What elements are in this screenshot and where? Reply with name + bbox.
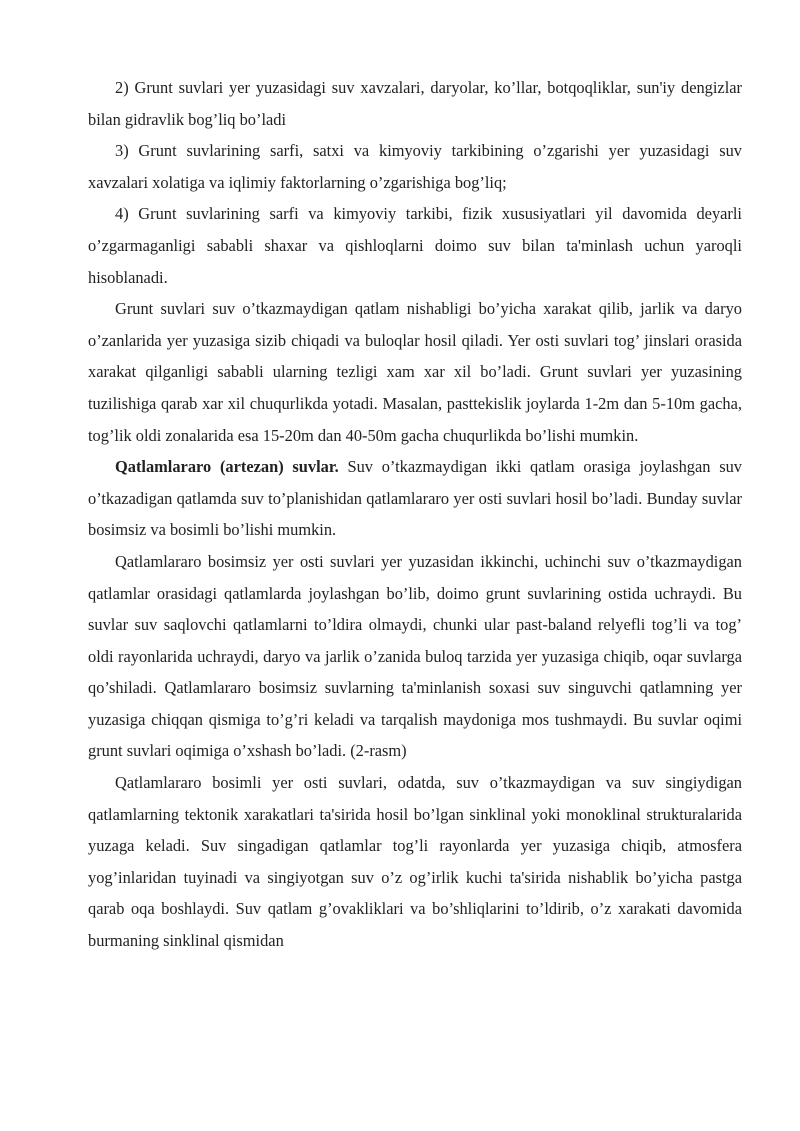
paragraph-text: Grunt suvlari suv o’tkazmaydigan qatlam nishabligi bo’yicha xarakat qilib, jarlik va daryo o’zanlarida yer yuzasiga sizib chiqadi va buloqlar hosil qiladi. Yer osti suvlari tog’ jinslari orasida xarakat qilganligi sababli ularning tezligi xam xar xil bo’ladi. Grunt suvlari yer yuzasining tuzilishiga qarab xar xil chuqurlikda yotadi. Masalan, pasttekislik joylarda 1-2m dan 5-10m gacha, tog’lik oldi zonalarida esa 15-20m dan 40-50m gacha chuqurlikda bo’lishi mumkin. (88, 299, 742, 445)
paragraph-text: 2) Grunt suvlari yer yuzasidagi suv xavzalari, daryolar, ko’llar, botqoqliklar, sun'iy dengizlar bilan gidravlik bog’liq bo’ladi (88, 78, 742, 129)
paragraph-text: Qatlamlararo bosimli yer osti suvlari, odatda, suv o’tkazmaydigan va suv singiydigan qatlamlarning tektonik xarakatlari ta'sirida hosil bo’lgan sinklinal yoki monoklinal strukturalarida yuzaga keladi. Suv singadigan qatlamlar tog’li rayonlarda yer yuzasiga chiqib, atmosfera yog’inlaridan tuyinadi va singiyotgan suv o’z og’irlik kuchi ta'sirida nishablik bo’yicha pastga qarab oqa boshlaydi. Suv qatlam g’ovakliklari va bo’shliqlarini to’ldirib, o’z xarakati davomida burmaning sinklinal qismidan (88, 773, 742, 951)
paragraph-text: 3) Grunt suvlarining sarfi, satxi va kimyoviy tarkibining o’zgarishi yer yuzasidagi suv xavzalari xolatiga va iqlimiy faktorlarning o’zgarishiga bog’liq; (88, 141, 742, 192)
document-page (88, 72, 742, 957)
paragraph-item-4 (88, 198, 742, 293)
paragraph-bosimli-suvlar (88, 767, 742, 957)
paragraph-item-2 (88, 72, 742, 135)
paragraph-bosimsiz-suvlar (88, 546, 742, 767)
paragraph-text: 4) Grunt suvlarining sarfi va kimyoviy tarkibi, fizik xususiyatlari yil davomida deyarli o’zgarmaganligi sababli shaxar va qishloqlarni doimo suv bilan ta'minlash uchun yaroqli hisoblanadi. (88, 204, 742, 287)
paragraph-artezan-suvlar (88, 451, 742, 546)
paragraph-text: Qatlamlararo bosimsiz yer osti suvlari yer yuzasidan ikkinchi, uchinchi suv o’tkazmaydigan qatlamlar orasidagi qatlamlarda joylashgan bo’lib, doimo grunt suvlarining ostida uchraydi. Bu suvlar suv saqlovchi qatlamlarni to’ldira olmaydi, chunki ular past-baland relyefli tog’li va tog’ oldi rayonlarida uchraydi, daryo va jarlik o’zanida buloq tarzida yer yuzasiga chiqib, oqar suvlarga qo’shiladi. Qatlamlararo bosimsiz suvlarning ta'minlanish soxasi suv singuvchi qatlamning yer yuzasiga chiqqan qismiga to’g’ri keladi va tarqalish maydoniga mos tushmaydi. Bu suvlar oqimi grunt suvlari oqimiga o’xshash bo’ladi. (2-rasm) (88, 551, 742, 761)
paragraph-grunt-suvlari (88, 293, 742, 451)
paragraph-item-3 (88, 135, 742, 198)
paragraph-text: Suv o’tkazmaydigan ikki qatlam orasiga joylashgan suv o’tkazadigan qatlamda suv to’planishidan qatlamlararo yer osti suvlari hosil bo’ladi. Bunday suvlar bosimsiz va bosimli bo’lishi mumkin. (88, 457, 742, 540)
section-heading: Qatlamlararo (artezan) suvlar. (115, 457, 339, 477)
